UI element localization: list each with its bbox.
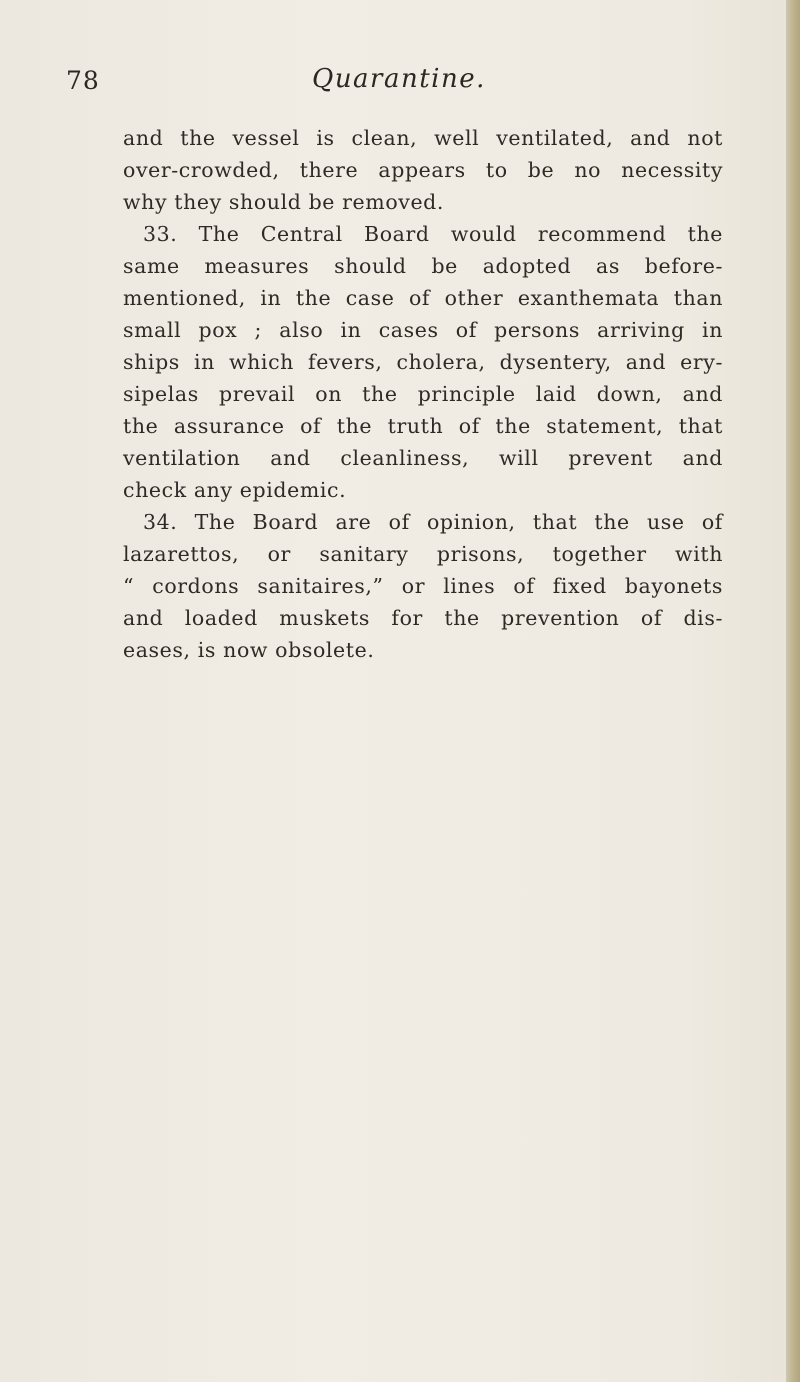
text-line: the assurance of the truth of the statement, that bbox=[123, 414, 723, 438]
text-line: and loaded muskets for the prevention of dis- bbox=[123, 606, 723, 630]
page-header bbox=[66, 66, 706, 106]
text-line: lazarettos, or sanitary prisons, together with bbox=[123, 542, 723, 566]
text-line: ventilation and cleanliness, will prevent and bbox=[123, 446, 723, 470]
text-line: sipelas prevail on the principle laid down, and bbox=[123, 382, 723, 406]
text-line: “ cordons sanitaires,” or lines of fixed bayonets bbox=[123, 574, 723, 598]
text-line: eases, is now obsolete. bbox=[123, 638, 375, 662]
paragraph-33-start: 33. The Central Board would recommend the bbox=[143, 222, 723, 246]
paragraph-34-start: 34. The Board are of opinion, that the use of bbox=[143, 510, 723, 534]
text-line: ships in which fevers, cholera, dysentery, and ery- bbox=[123, 350, 723, 374]
text-line: over-crowded, there appears to be no necessity bbox=[123, 158, 723, 182]
body-text bbox=[123, 122, 723, 666]
page-number: 78 bbox=[66, 66, 100, 95]
text-line: and the vessel is clean, well ventilated, and not bbox=[123, 126, 723, 150]
text-line: check any epidemic. bbox=[123, 478, 347, 502]
running-title: Quarantine. bbox=[312, 64, 486, 94]
text-line: mentioned, in the case of other exanthemata than bbox=[123, 286, 723, 310]
text-line: same measures should be adopted as before- bbox=[123, 254, 723, 278]
text-line: small pox ; also in cases of persons arriving in bbox=[123, 318, 723, 342]
text-line: why they should be removed. bbox=[123, 190, 445, 214]
page-edge bbox=[786, 0, 800, 1382]
